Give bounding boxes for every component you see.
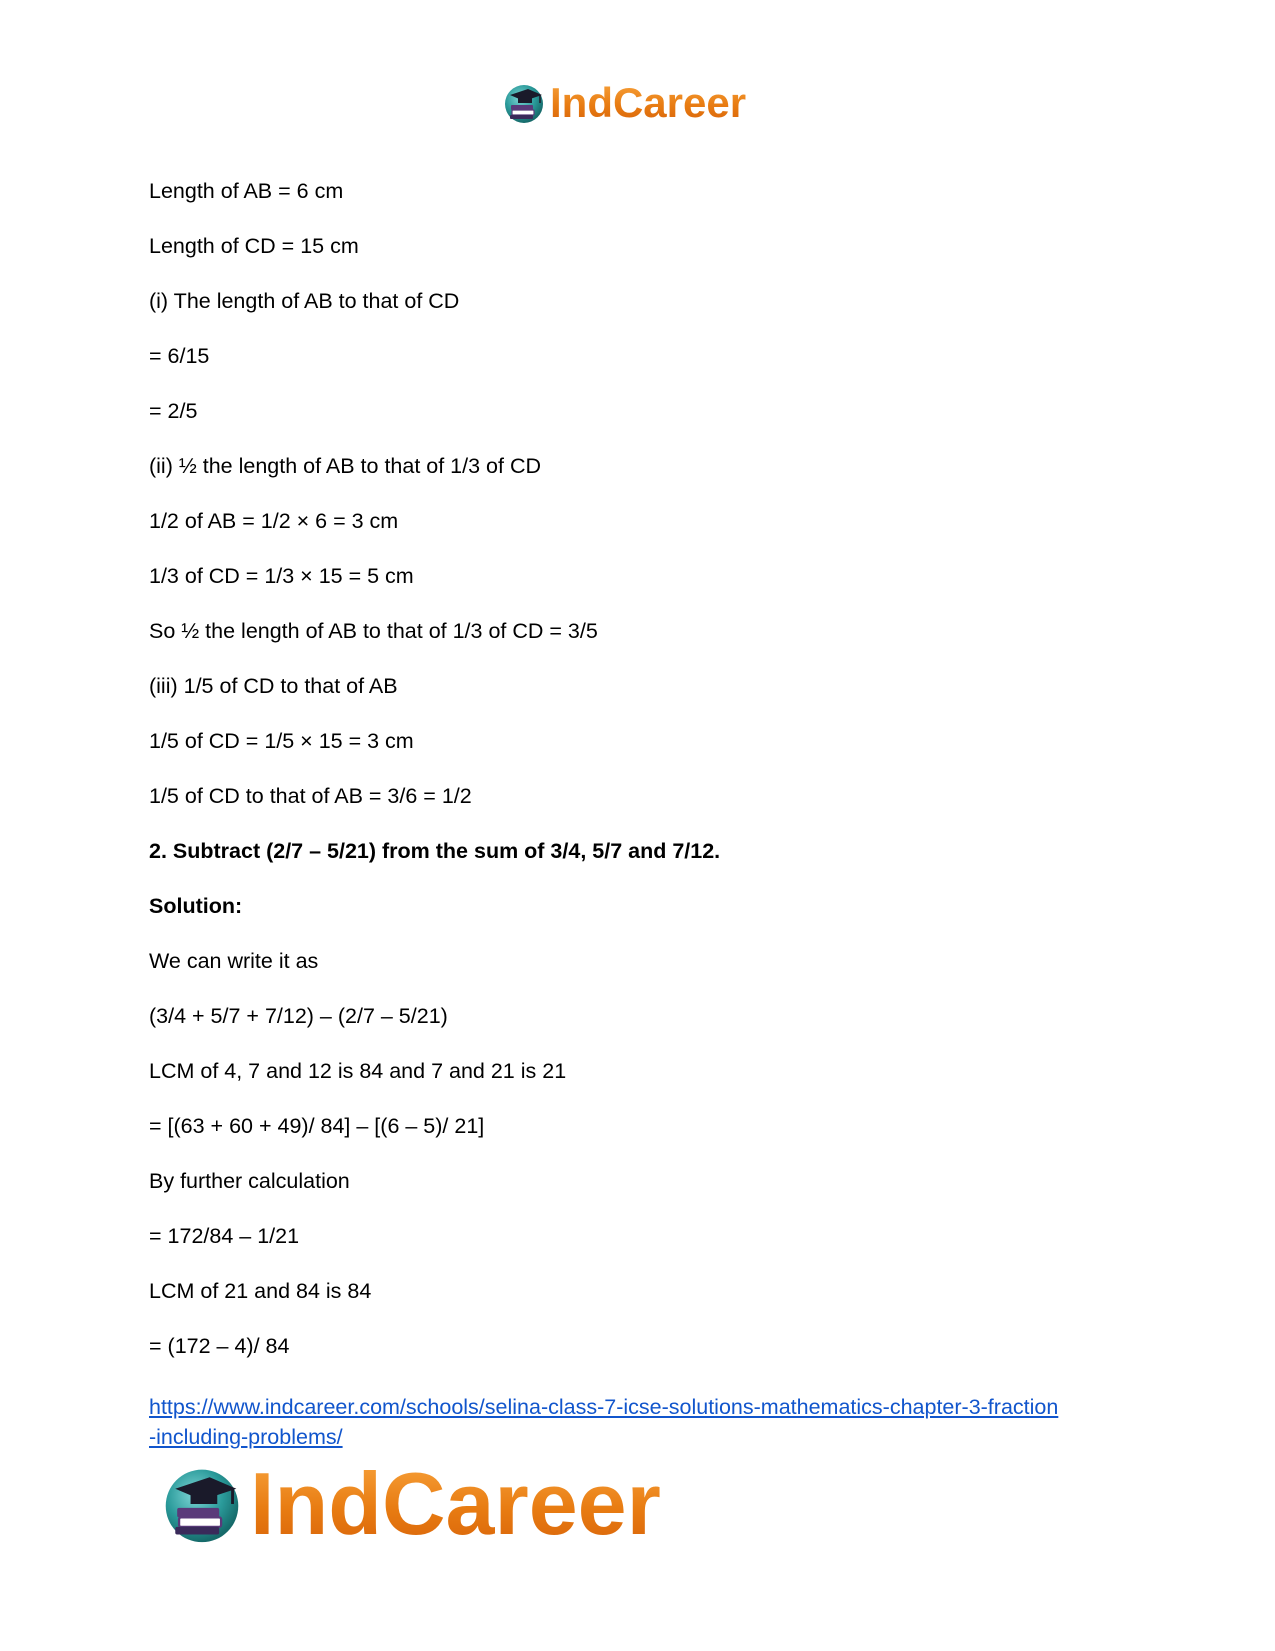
footer-logo: [160, 1454, 661, 1553]
text-line: = 172/84 – 1/21: [149, 1224, 300, 1248]
text-line: = (172 – 4)/ 84: [149, 1334, 290, 1358]
header-logo-text: IndCareer: [550, 79, 747, 126]
text-line: Length of CD = 15 cm: [149, 234, 359, 258]
text-line: (iii) 1/5 of CD to that of AB: [149, 674, 398, 698]
source-link[interactable]: [149, 1392, 1139, 1452]
text-line: = 2/5: [149, 399, 198, 423]
document-body: [149, 178, 1129, 1388]
text-line: By further calculation: [149, 1169, 350, 1193]
text-line: So ½ the length of AB to that of 1/3 of CD = 3/5: [149, 619, 598, 643]
heading-line: Solution:: [149, 894, 243, 918]
header-logo: [502, 80, 746, 126]
text-line: We can write it as: [149, 949, 319, 973]
text-line: 1/2 of AB = 1/2 × 6 = 3 cm: [149, 509, 399, 533]
text-line: = 6/15: [149, 344, 210, 368]
text-line: (3/4 + 5/7 + 7/12) – (2/7 – 5/21): [149, 1004, 448, 1028]
source-link-line-2[interactable]: -including-problems/: [149, 1425, 343, 1449]
source-link-line-1[interactable]: https://www.indcareer.com/schools/selina-class-7-icse-solutions-mathematics-chapter-3-fraction: [149, 1395, 1059, 1419]
text-line: LCM of 21 and 84 is 84: [149, 1279, 372, 1303]
text-line: = [(63 + 60 + 49)/ 84] – [(6 – 5)/ 21]: [149, 1114, 485, 1138]
text-line: (ii) ½ the length of AB to that of 1/3 of CD: [149, 454, 541, 478]
graduation-cap-books-globe-icon: [160, 1462, 244, 1546]
text-line: Length of AB = 6 cm: [149, 179, 344, 203]
text-line: 1/5 of CD = 1/5 × 15 = 3 cm: [149, 729, 414, 753]
graduation-cap-books-globe-icon: [502, 81, 546, 125]
heading-line: 2. Subtract (2/7 – 5/21) from the sum of 3/4, 5/7 and 7/12.: [149, 839, 721, 863]
text-line: LCM of 4, 7 and 12 is 84 and 7 and 21 is 21: [149, 1059, 567, 1083]
text-line: 1/5 of CD to that of AB = 3/6 = 1/2: [149, 784, 472, 808]
text-line: (i) The length of AB to that of CD: [149, 289, 460, 313]
footer-logo-text: IndCareer: [250, 1454, 661, 1553]
text-line: 1/3 of CD = 1/3 × 15 = 5 cm: [149, 564, 414, 588]
